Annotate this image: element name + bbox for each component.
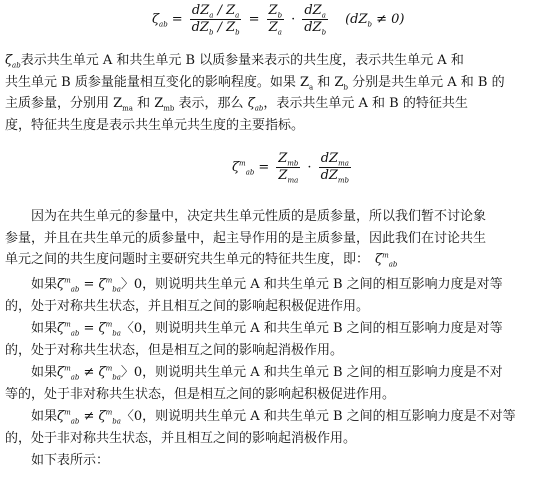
fraction: $\frac{dZ_a / Z_a}{dZ_b / Z_b}$: [191, 3, 240, 37]
zeta-symbol: $\zeta_{ab}$: [152, 12, 168, 29]
fraction: $\frac{dZ_a}{dZ_b}$: [304, 3, 327, 37]
line: 单元之间的共生度问题时主要研究共生单元的特征共生度，即： $\zeta^m_{ab}$: [5, 251, 398, 269]
formula-1: $\zeta_{ab}$ = $\frac{dZ_a / Z_a}{dZ_b / Z_b}$ = $\frac{Z_b}{Z_a}$ · $\frac{dZ_a}{dZ_b}$ $(dZ_b \ne 0)$: [152, 3, 405, 37]
case-line: 如果$\zeta^m_{ab} = \zeta^m_{ba}$〈0，则说明共生单元 A 和共生单元 B 之间的相互影响力度是对等: [31, 320, 503, 338]
zeta-symbol: $\zeta^m_{ba}$: [98, 408, 121, 426]
case-line: 如果$\zeta^m_{ab} \ne \zeta^m_{ba}$〈0，则说明共生单元 A 和共生单元 B 之间的相互影响力度是不对等: [31, 408, 516, 426]
zeta-symbol: $\zeta^m_{ba}$: [98, 276, 121, 294]
formula-2: $\zeta^m_{ab}$ = $\frac{Z_{mb}}{Z_{ma}}$ · $\frac{dZ_{ma}}{dZ_{mb}}$: [232, 151, 350, 185]
zeta-symbol: $\zeta^m_{ba}$: [98, 364, 121, 382]
line: 因为在共生单元的参量中，决定共生单元性质的是质参量，所以我们暂不讨论象: [31, 209, 487, 224]
line: 主质参量，分别用 $Z_{ma}$ 和 $Z_{mb}$ 表示，那么 $\zeta_{ab}$，表示共生单元 A 和 B 的特征共生: [5, 96, 468, 113]
paragraph-2: [5, 206, 533, 271]
case-line: 的，处于非对称共生状态，并且相互之间的影响起消极作用。: [5, 431, 357, 446]
line: $\zeta_{ab}$表示共生单元 A 和共生单元 B 以质参量来表示的共生度，表示共生单元 A 和: [5, 53, 464, 70]
case-line: 的，处于对称共生状态，但是相互之间的影响起消极作用。: [5, 343, 344, 358]
fraction: $\frac{dZ_{ma}}{dZ_{mb}}$: [320, 151, 350, 185]
zeta-symbol: $\zeta^m_{ab}$: [57, 408, 80, 426]
case-line: 的，处于对称共生状态，并且相互之间的影响起积极促进作用。: [5, 299, 370, 314]
zeta-symbol: $\zeta^m_{ab}$: [232, 159, 255, 177]
case-list: [5, 274, 533, 472]
line: 参量，并且在共生单元的质参量中，起主导作用的是主质参量，因此我们在讨论共生: [5, 230, 487, 246]
fraction: $\frac{Z_b}{Z_a}$: [268, 3, 283, 37]
fraction: $\frac{Z_{mb}}{Z_{ma}}$: [278, 151, 299, 185]
zeta-symbol: $\zeta^m_{ab}$: [57, 320, 80, 338]
case-line: 如果$\zeta^m_{ab} = \zeta^m_{ba}$〉0，则说明共生单元 A 和共生单元 B 之间的相互影响力度是对等: [31, 276, 503, 294]
zeta-symbol: $\zeta^m_{ab}$: [57, 276, 80, 294]
line: 共生单元 B 质参量能量相互变化的影响程度。如果 $Z_a$ 和 $Z_b$ 分别是共生单元 A 和 B 的: [5, 74, 505, 92]
line: 度，特征共生度是表示共生单元共生度的主要指标。: [5, 117, 305, 133]
closing-line: 如下表所示：: [31, 453, 110, 468]
condition: $(dZ_b \ne 0)$: [345, 12, 405, 29]
case-line: 等的，处于非对称共生状态，但是相互之间的影响起积极促进作用。: [5, 387, 396, 402]
paragraph-1: [5, 50, 533, 136]
zeta-symbol: $\zeta^m_{ab}$: [57, 364, 80, 382]
zeta-symbol: $\zeta^m_{ba}$: [98, 320, 121, 338]
case-line: 如果$\zeta^m_{ab} \ne \zeta^m_{ba}$〉0，则说明共生单元 A 和共生单元 B 之间的相互影响力度是不对: [31, 364, 503, 382]
